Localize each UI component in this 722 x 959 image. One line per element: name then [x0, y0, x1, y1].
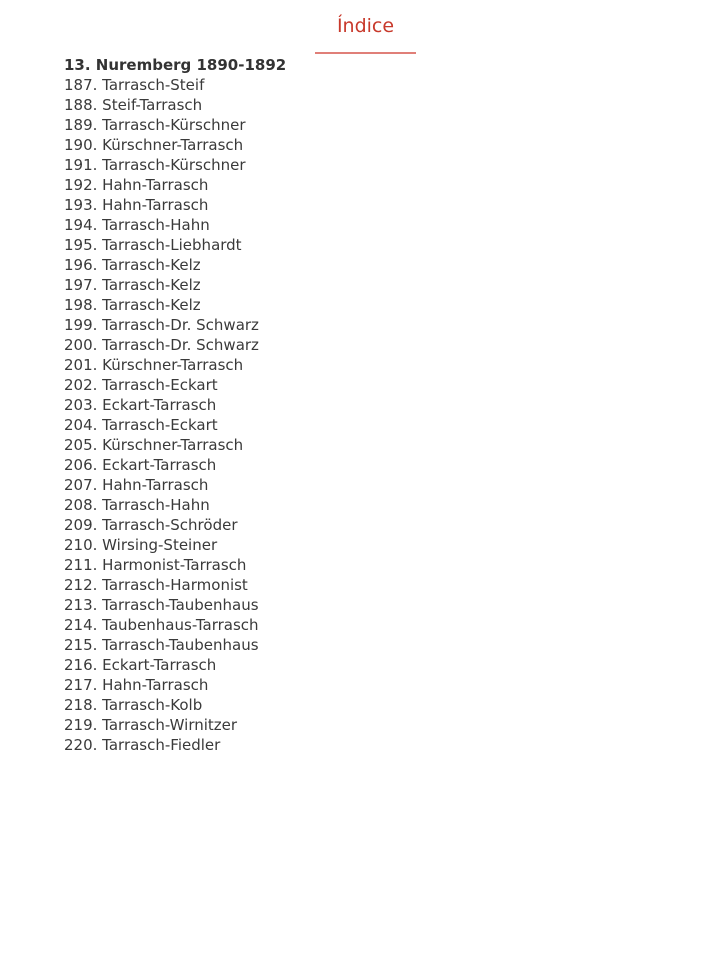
game-link-item[interactable]: 220. Tarrasch-Fiedler: [64, 736, 221, 754]
game-link-item[interactable]: 217. Hahn-Tarrasch: [64, 676, 209, 694]
game-link-item[interactable]: 205. Kürschner-Tarrasch: [64, 436, 244, 454]
game-link-item[interactable]: 210. Wirsing-Steiner: [64, 536, 218, 554]
game-link-item[interactable]: 209. Tarrasch-Schröder: [64, 516, 238, 534]
game-link-item[interactable]: 215. Tarrasch-Taubenhaus: [64, 636, 259, 654]
game-link-item[interactable]: 196. Tarrasch-Kelz: [64, 256, 201, 274]
game-link-item[interactable]: 190. Kürschner-Tarrasch: [64, 136, 244, 154]
game-link-item[interactable]: 204. Tarrasch-Eckart: [64, 416, 218, 434]
game-link-item[interactable]: 212. Tarrasch-Harmonist: [64, 576, 248, 594]
game-link-item[interactable]: 188. Steif-Tarrasch: [64, 96, 203, 114]
section-heading: 13. Nuremberg 1890-1892: [64, 56, 287, 74]
game-link-item[interactable]: 195. Tarrasch-Liebhardt: [64, 236, 242, 254]
title-underline: [315, 52, 416, 54]
game-link-item[interactable]: 187. Tarrasch-Steif: [64, 76, 205, 94]
page-title: Índice: [336, 15, 395, 37]
game-link-item[interactable]: 189. Tarrasch-Kürschner: [64, 116, 246, 134]
game-link-item[interactable]: 202. Tarrasch-Eckart: [64, 376, 218, 394]
game-link-item[interactable]: 193. Hahn-Tarrasch: [64, 196, 209, 214]
game-link-item[interactable]: 213. Tarrasch-Taubenhaus: [64, 596, 259, 614]
game-link-item[interactable]: 218. Tarrasch-Kolb: [64, 696, 203, 714]
game-link-item[interactable]: 199. Tarrasch-Dr. Schwarz: [64, 316, 259, 334]
game-link-item[interactable]: 191. Tarrasch-Kürschner: [64, 156, 246, 174]
game-link-item[interactable]: 203. Eckart-Tarrasch: [64, 396, 217, 414]
game-link-item[interactable]: 192. Hahn-Tarrasch: [64, 176, 209, 194]
game-link-item[interactable]: 197. Tarrasch-Kelz: [64, 276, 201, 294]
game-link-item[interactable]: 194. Tarrasch-Hahn: [64, 216, 210, 234]
game-link-item[interactable]: 198. Tarrasch-Kelz: [64, 296, 201, 314]
game-link-item[interactable]: 208. Tarrasch-Hahn: [64, 496, 210, 514]
game-link-item[interactable]: 216. Eckart-Tarrasch: [64, 656, 217, 674]
page-header: [0, 0, 722, 39]
game-list: [64, 75, 684, 755]
game-link-item[interactable]: 214. Taubenhaus-Tarrasch: [64, 616, 259, 634]
game-link-item[interactable]: 200. Tarrasch-Dr. Schwarz: [64, 336, 259, 354]
index-content: [64, 55, 684, 755]
game-link-item[interactable]: 207. Hahn-Tarrasch: [64, 476, 209, 494]
game-link-item[interactable]: 206. Eckart-Tarrasch: [64, 456, 217, 474]
game-link-item[interactable]: 211. Harmonist-Tarrasch: [64, 556, 247, 574]
game-link-item[interactable]: 201. Kürschner-Tarrasch: [64, 356, 244, 374]
game-link-item[interactable]: 219. Tarrasch-Wirnitzer: [64, 716, 238, 734]
